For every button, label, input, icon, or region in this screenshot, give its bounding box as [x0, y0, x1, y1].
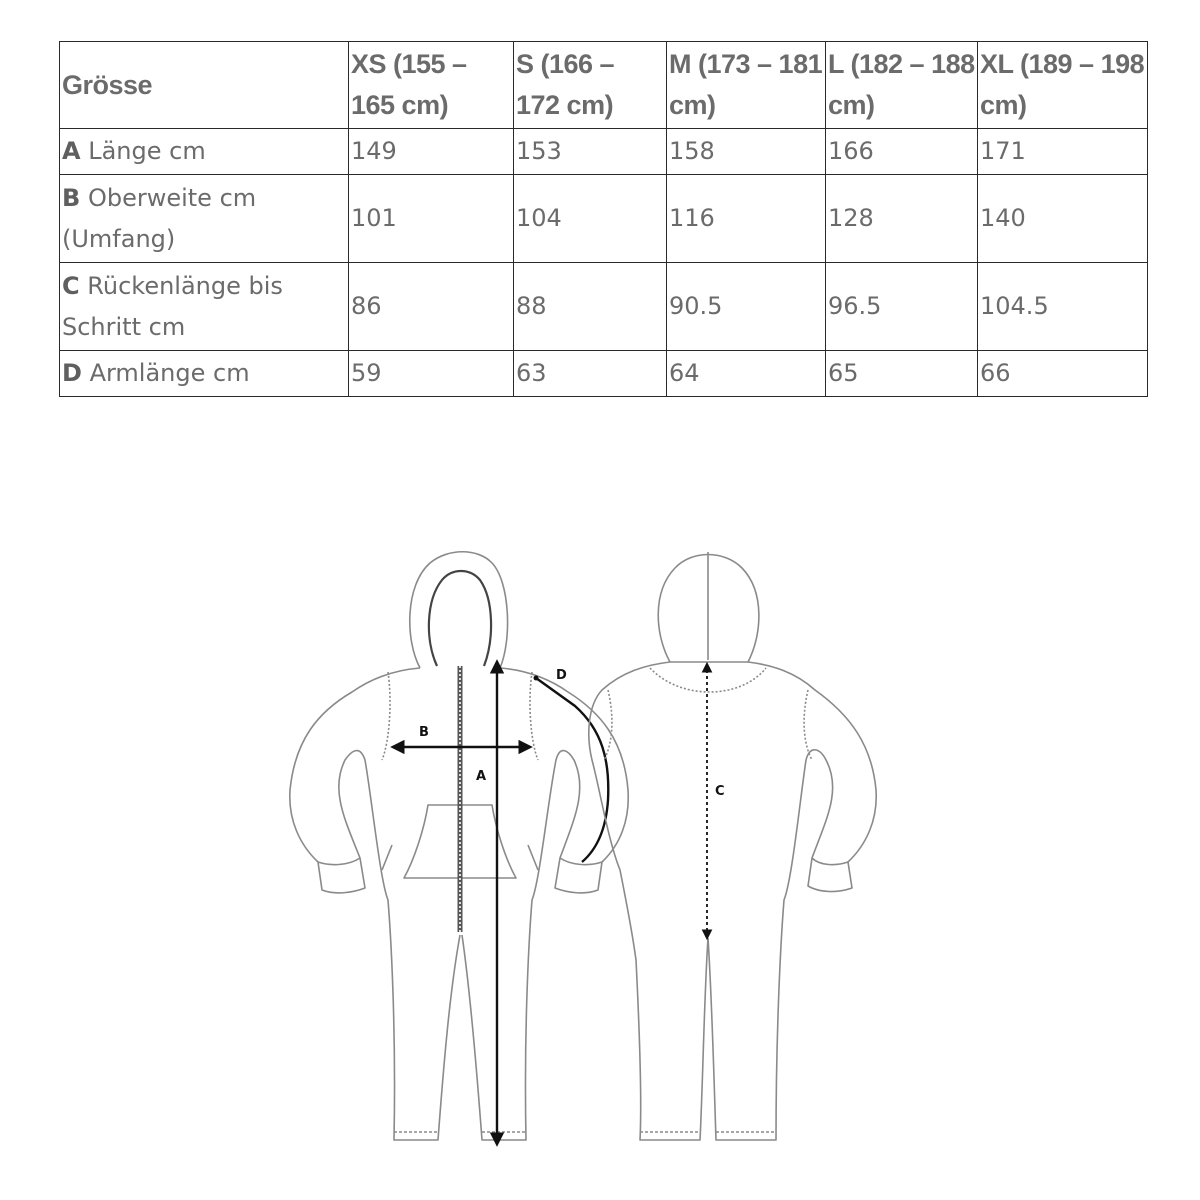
cell-value: 88	[514, 263, 667, 351]
header-xl: XL (189 – 198 cm)	[978, 42, 1148, 129]
cell-value: 90.5	[667, 263, 826, 351]
cell-value: 104.5	[978, 263, 1148, 351]
row-label	[60, 351, 349, 397]
table-header-row	[60, 42, 1148, 129]
header-m: M (173 – 181 cm)	[667, 42, 826, 129]
measure-c-label: C	[715, 784, 725, 799]
cell-value: 104	[514, 175, 667, 263]
table-row	[60, 351, 1148, 397]
cell-value: 96.5	[826, 263, 978, 351]
measure-d-start	[534, 676, 539, 681]
cell-value: 63	[514, 351, 667, 397]
table-row	[60, 129, 1148, 175]
measure-d-label: D	[556, 668, 567, 683]
cell-value: 149	[349, 129, 514, 175]
measure-d-line	[536, 678, 608, 862]
cell-value: 66	[978, 351, 1148, 397]
size-table	[59, 41, 1148, 397]
cell-value: 64	[667, 351, 826, 397]
onesie-measurement-diagram	[280, 545, 900, 1155]
row-label-text: Armlänge cm	[89, 359, 250, 387]
table-row	[60, 175, 1148, 263]
header-s: S (166 – 172 cm)	[514, 42, 667, 129]
cell-value: 59	[349, 351, 514, 397]
row-label-text: Oberweite cm (Umfang)	[62, 183, 257, 253]
header-xs: XS (155 – 165 cm)	[349, 42, 514, 129]
cell-value: 140	[978, 175, 1148, 263]
diagram-svg	[280, 545, 900, 1155]
measure-b-label: B	[419, 725, 429, 740]
cell-value: 166	[826, 129, 978, 175]
row-letter: D	[62, 359, 82, 387]
cell-value: 153	[514, 129, 667, 175]
cell-value: 101	[349, 175, 514, 263]
cell-value: 158	[667, 129, 826, 175]
row-letter: C	[62, 271, 80, 300]
back-garment-outline	[589, 552, 876, 1140]
cell-value: 86	[349, 263, 514, 351]
row-label-text: Rückenlänge bis Schritt cm	[62, 271, 283, 341]
header-size: Grösse	[60, 42, 349, 129]
row-letter: A	[62, 137, 81, 165]
cell-value: 171	[978, 129, 1148, 175]
cell-value: 116	[667, 175, 826, 263]
row-letter: B	[62, 183, 81, 212]
row-label	[60, 263, 349, 351]
cell-value: 65	[826, 351, 978, 397]
cell-value: 128	[826, 175, 978, 263]
row-label-text: Länge cm	[88, 137, 206, 165]
table-row	[60, 263, 1148, 351]
header-l: L (182 – 188 cm)	[826, 42, 978, 129]
row-label	[60, 129, 349, 175]
row-label	[60, 175, 349, 263]
measure-a-label: A	[476, 769, 487, 784]
